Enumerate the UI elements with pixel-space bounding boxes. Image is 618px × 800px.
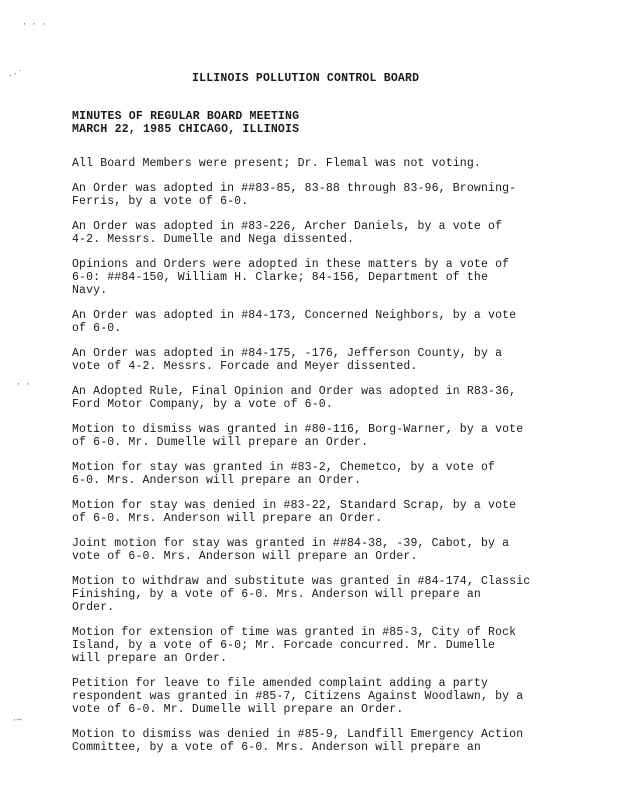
paragraph-line: Ford Motor Company, by a vote of 6-0. <box>72 398 333 411</box>
paragraph-line: respondent was granted in #85-7, Citizens Against Woodlawn, by a <box>72 690 524 703</box>
paragraph-line: 6-0: ##84-150, William H. Clarke; 84-156, Department of the <box>72 271 489 284</box>
document-title: ILLINOIS POLLUTION CONTROL BOARD <box>192 72 420 85</box>
paragraph-line: Motion for stay was granted in #83-2, Chemetco, by a vote of <box>72 461 496 474</box>
paragraph-line: Opinions and Orders were adopted in these matters by a vote of <box>72 258 510 271</box>
paragraph-line: Joint motion for stay was granted in ##84-38, -39, Cabot, by a <box>72 537 510 550</box>
minutes-paragraph <box>72 220 552 246</box>
minutes-paragraph <box>72 347 552 373</box>
heading-line: MINUTES OF REGULAR BOARD MEETING <box>72 110 300 123</box>
scan-speck: · · · <box>22 20 47 29</box>
paragraph-line: Ferris, by a vote of 6-0. <box>72 195 249 208</box>
meeting-heading <box>72 110 299 136</box>
minutes-paragraph <box>72 677 552 716</box>
paragraph-line: Navy. <box>72 284 108 297</box>
paragraph-line: Finishing, by a vote of 6-0. Mrs. Anderson will prepare an <box>72 588 481 601</box>
paragraph-line: will prepare an Order. <box>72 652 228 665</box>
paragraph-line: Island, by a vote of 6-0; Mr. Forcade concurred. Mr. Dumelle <box>72 639 496 652</box>
paragraph-line: Motion to dismiss was granted in #80-116, Borg-Warner, by a vote <box>72 423 524 436</box>
minutes-paragraph <box>72 157 552 170</box>
paragraph-line: Order. <box>72 601 115 614</box>
paragraph-line: An Order was adopted in #84-175, -176, Jefferson County, by a <box>72 347 503 360</box>
minutes-paragraph <box>72 575 552 614</box>
minutes-paragraph <box>72 385 552 411</box>
paragraph-line: An Order was adopted in ##83-85, 83-88 through 83-96, Browning- <box>72 182 517 195</box>
paragraph-line: Committee, by a vote of 6-0. Mrs. Anderson will prepare an <box>72 741 481 754</box>
paragraph-line: 6-0. Mrs. Anderson will prepare an Order. <box>72 474 362 487</box>
paragraph-line: An Order was adopted in #84-173, Concerned Neighbors, by a vote <box>72 309 517 322</box>
paragraph-line: Petition for leave to file amended complaint adding a party <box>72 677 489 690</box>
scan-speck: · · <box>16 380 31 389</box>
paragraph-line: An Order was adopted in #83-226, Archer Daniels, by a vote of <box>72 220 503 233</box>
minutes-paragraph <box>72 461 552 487</box>
heading-line: MARCH 22, 1985 CHICAGO, ILLINOIS <box>72 123 300 136</box>
paragraph-line: An Adopted Rule, Final Opinion and Order was adopted in R83-36, <box>72 385 517 398</box>
paragraph-line: vote of 4-2. Messrs. Forcade and Meyer dissented. <box>72 360 418 373</box>
paragraph-line: Motion to dismiss was denied in #85-9, Landfill Emergency Action <box>72 728 524 741</box>
paragraph-line: vote of 6-0. Mrs. Anderson will prepare an Order. <box>72 550 418 563</box>
paragraph-line: 4-2. Messrs. Dumelle and Nega dissented. <box>72 233 355 246</box>
paragraph-line: of 6-0. Mrs. Anderson will prepare an Order. <box>72 512 383 525</box>
paragraph-line: Motion to withdraw and substitute was granted in #84-174, Classic <box>72 575 531 588</box>
minutes-paragraph <box>72 258 552 297</box>
minutes-paragraph <box>72 309 552 335</box>
minutes-paragraph <box>72 182 552 208</box>
paragraph-line: vote of 6-0. Mr. Dumelle will prepare an Order. <box>72 703 404 716</box>
minutes-paragraph <box>72 499 552 525</box>
minutes-paragraph <box>72 537 552 563</box>
paragraph-line: All Board Members were present; Dr. Flemal was not voting. <box>72 157 481 170</box>
paragraph-line: Motion for stay was denied in #83-22, Standard Scrap, by a vote <box>72 499 517 512</box>
minutes-paragraph <box>72 423 552 449</box>
minutes-paragraph <box>72 626 552 665</box>
paragraph-line: of 6-0. Mr. Dumelle will prepare an Order. <box>72 436 369 449</box>
scan-speck: ·— <box>12 716 22 725</box>
scan-speck: .·´ <box>8 70 23 79</box>
paragraph-line: Motion for extension of time was granted in #85-3, City of Rock <box>72 626 517 639</box>
paragraph-line: of 6-0. <box>72 322 122 335</box>
minutes-paragraph <box>72 728 552 754</box>
minutes-body <box>72 157 552 766</box>
